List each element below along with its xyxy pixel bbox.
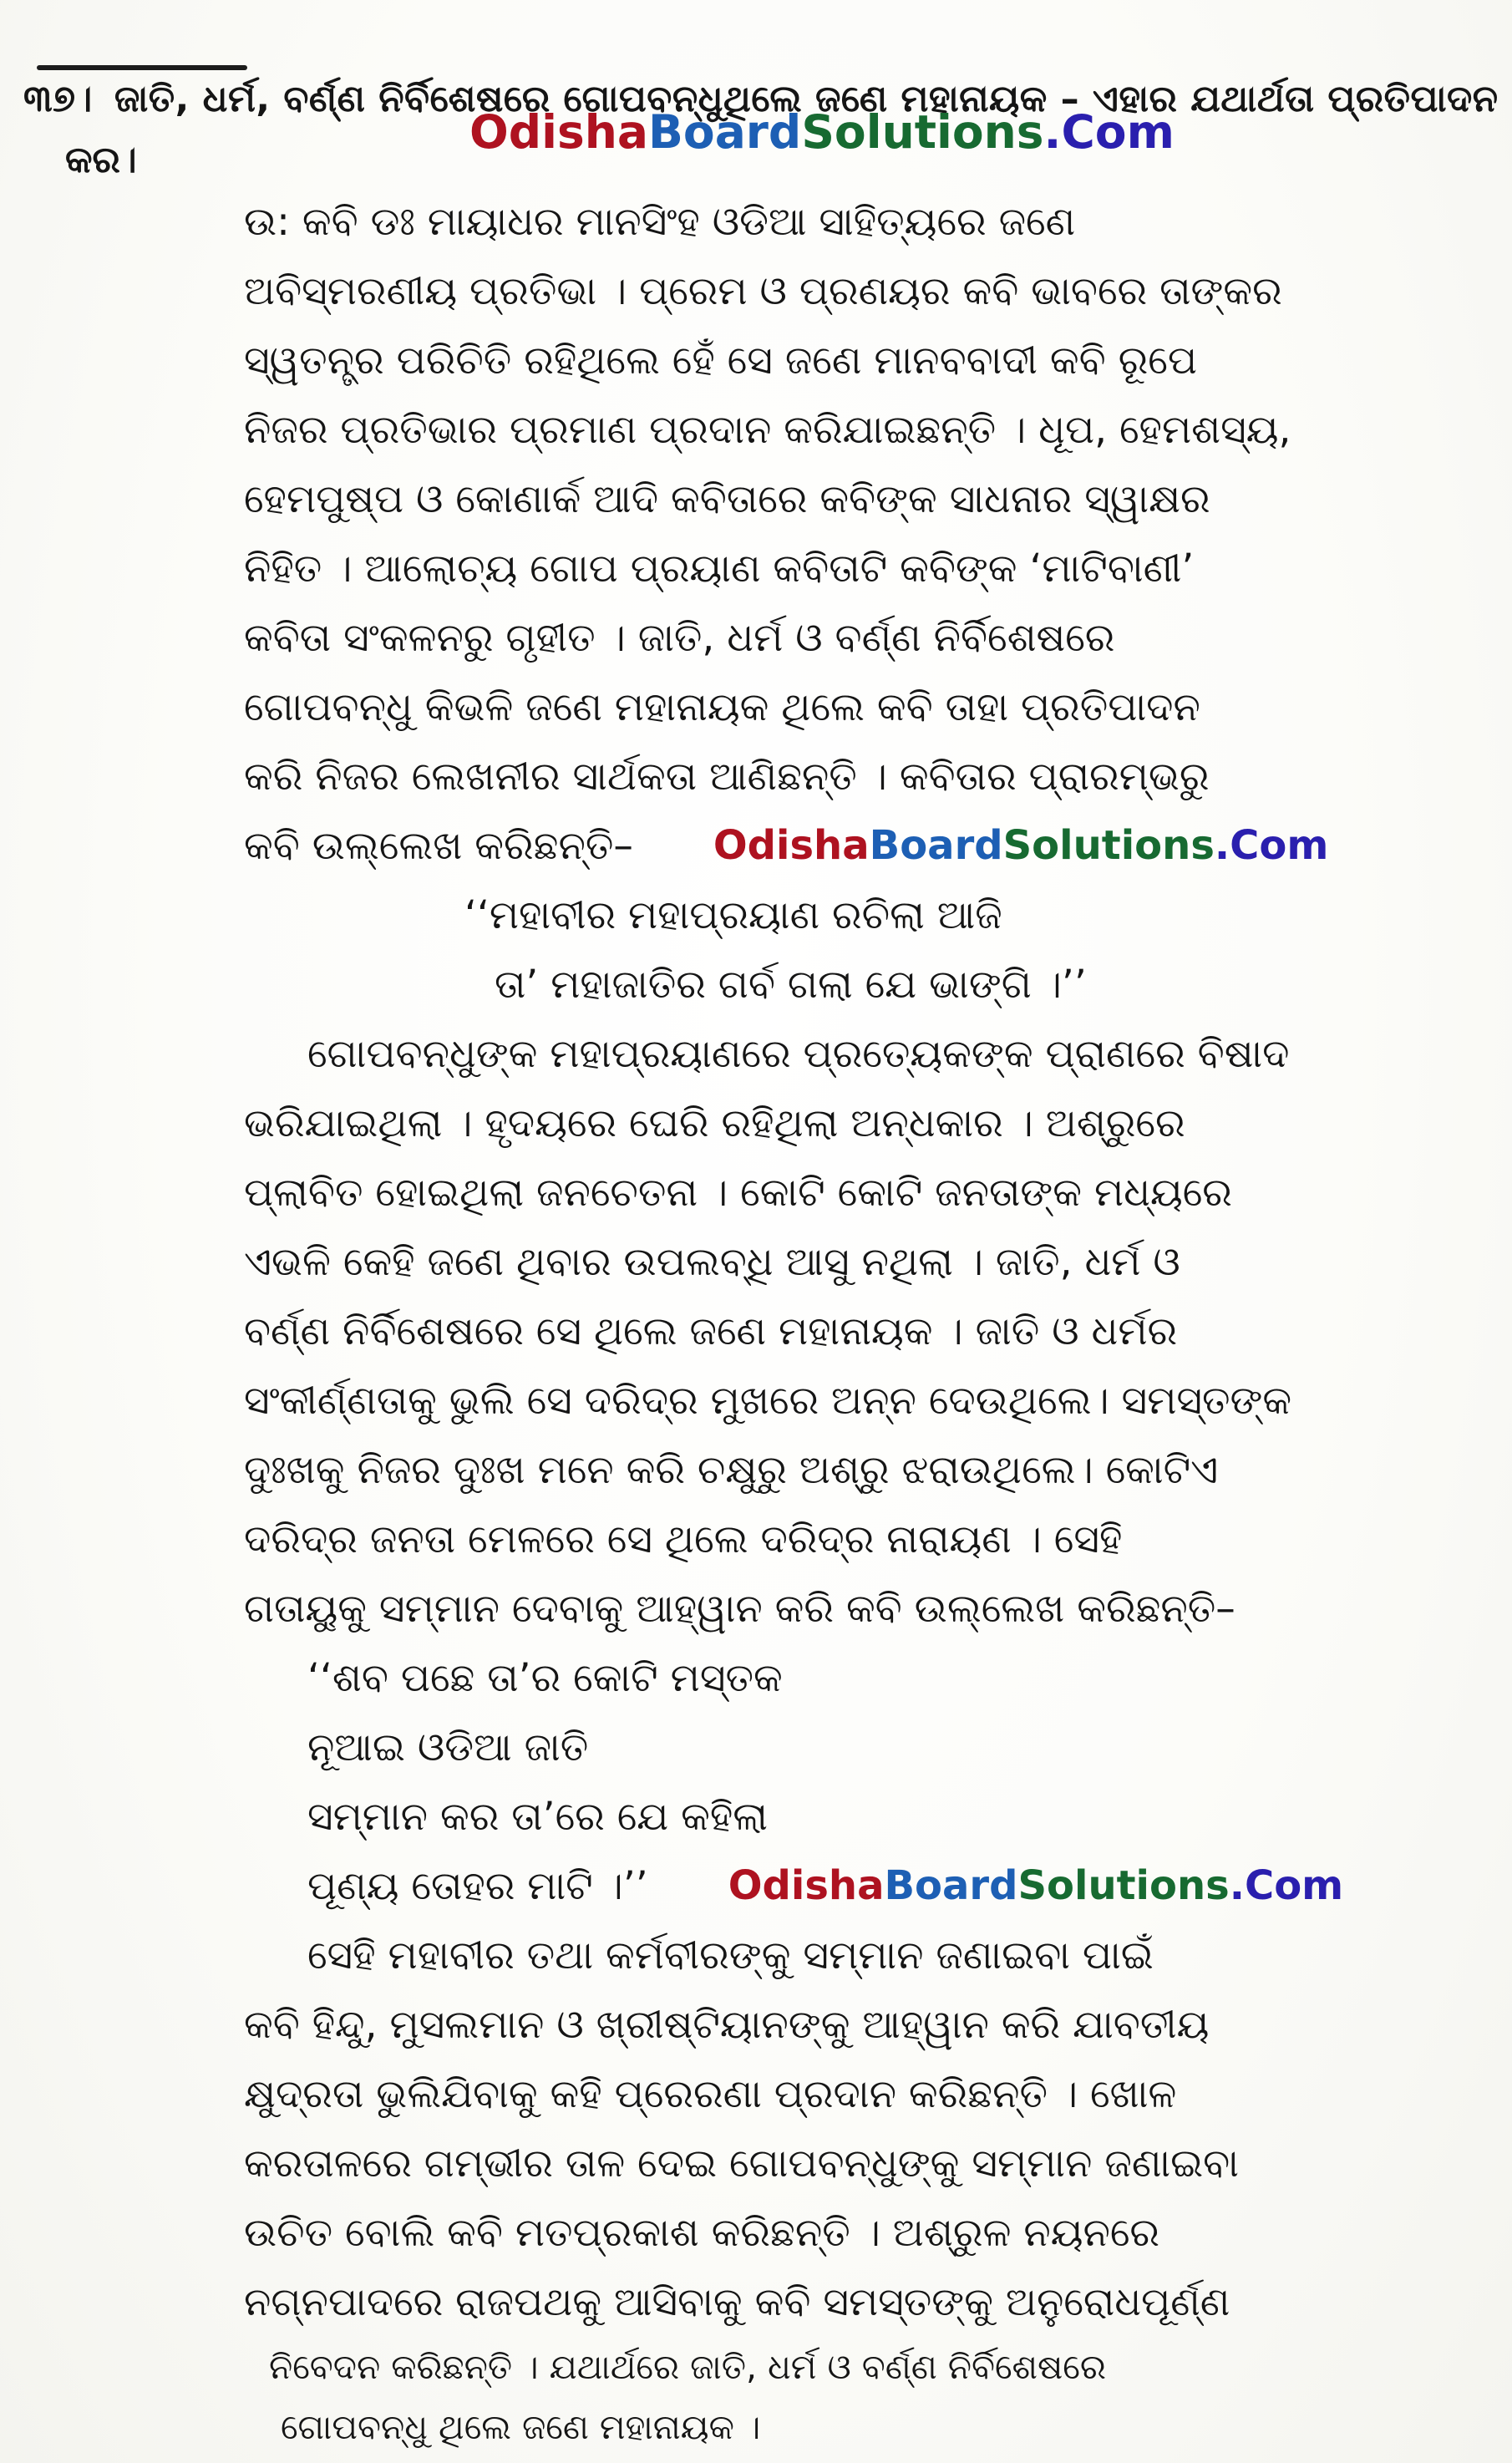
text-line: ହେମପୁଷ୍ପ ଓ କୋଣାର୍କ ଆଦି କବିତାରେ କବିଙ୍କ ସାଧନାର ସ୍ୱାକ୍ଷର — [244, 476, 1210, 522]
watermark-solutions: Solutions — [801, 105, 1044, 159]
text-line: କବିତା ସଂକଳନରୁ ଗୃହୀତ । ଜାତି, ଧର୍ମ ଓ ବର୍ଣ୍ଣ ନିର୍ବିଶେଷରେ — [244, 615, 1115, 661]
text-line: ବର୍ଣ୍ଣ ନିର୍ବିଶେଷରେ ସେ ଥିଲେ ଜଣେ ମହାନାୟକ । ଜାତି ଓ ଧର୍ମର — [244, 1308, 1178, 1354]
text-line: ସମ୍ମାନ କର ତା’ରେ ଯେ କହିଲା — [307, 1794, 769, 1840]
text-line: ନଗ୍ନପାଦରେ ରାଜପଥକୁ ଆସିବାକୁ କବି ସମସ୍ତଙ୍କୁ ଅନୁରୋଧପୂର୍ଣ୍ଣ — [244, 2279, 1230, 2325]
text-line: ନିବେଦନ କରିଛନ୍ତି । ଯଥାର୍ଥରେ ଜାତି, ଧର୍ମ ଓ ବର୍ଣ୍ଣ ନିର୍ବିଶେଷରେ — [269, 2347, 1106, 2387]
text-line: କବି ଉଲ୍ଲେଖ କରିଛନ୍ତି– — [244, 823, 633, 869]
watermark-brand — [469, 105, 1175, 159]
text-line: ନିହିତ । ଆଲୋଚ୍ୟ ଗୋପ ପ୍ରୟାଣ କବିତାଟି କବିଙ୍କ ‘ମାଟିବାଣୀ’ — [244, 546, 1195, 592]
watermark-board: Board — [647, 105, 802, 159]
answer-body — [0, 187, 1512, 2457]
watermark-brand — [728, 1862, 1343, 1909]
verse-quote-2-last-row — [0, 1851, 1512, 1921]
text-line: ଦୁଃଖକୁ ନିଜର ଦୁଃଖ ମନେ କରି ଚକ୍ଷୁରୁ ଅଶ୍ରୁ ଝରାଉଥିଲେ। କୋଟିଏ — [244, 1447, 1219, 1493]
watermark-com: .Com — [1229, 1862, 1344, 1909]
watermark-solutions: Solutions — [1002, 822, 1215, 869]
paragraph-3 — [0, 1921, 1512, 2337]
text-line: ଗୋପବନ୍ଧୁ ଥିଲେ ଜଣେ ମହାନାୟକ । — [281, 2407, 761, 2447]
text-line: କବି ହିନ୍ଦୁ, ମୁସଲମାନ ଓ ଖ୍ରୀଷ୍ଟିୟାନଙ୍କୁ ଆହ୍ୱାନ କରି ଯାବତୀୟ — [244, 2002, 1210, 2048]
watermark-odisha: Odisha — [728, 1862, 885, 1909]
text-line: ପୂଣ୍ୟ ତୋହର ମାଟି ।’’ — [307, 1863, 648, 1909]
text-line: ନିଜର ପ୍ରତିଭାର ପ୍ରମାଣ ପ୍ରଦାନ କରିଯାଇଛନ୍ତି । ଧୂପ, ହେମଶସ୍ୟ, — [244, 407, 1291, 453]
paragraph-1-last-row — [0, 811, 1512, 881]
text-line: ଗତାୟୁକୁ ସମ୍ମାନ ଦେବାକୁ ଆହ୍ୱାନ କରି କବି ଉଲ୍ଲେଖ କରିଛନ୍ତି– — [244, 1586, 1235, 1632]
watermark-odisha: Odisha — [469, 105, 648, 159]
text-line: ଗୋପବନ୍ଧୁଙ୍କ ମହାପ୍ରୟାଣରେ ପ୍ରତ୍ୟେକଙ୍କ ପ୍ରାଣରେ ବିଷାଦ — [307, 1031, 1290, 1077]
text-line: ଭରିଯାଇଥିଲା । ହୃଦୟରେ ଘେରି ରହିଥିଲା ଅନ୍ଧକାର । ଅଶ୍ରୁରେ — [244, 1100, 1185, 1146]
watermark-board: Board — [869, 822, 1003, 869]
question-title-continuation: କର। — [65, 139, 137, 181]
text-line: ଉଚିତ ବୋଲି କବି ମତପ୍ରକାଶ କରିଛନ୍ତି । ଅଶ୍ରୁଳ ନୟନରେ — [244, 2210, 1160, 2256]
text-line: ଏଭଳି କେହି ଜଣେ ଥିବାର ଉପଲବ୍ଧି ଆସୁ ନଥିଲା । ଜାତି, ଧର୍ମ ଓ — [244, 1239, 1180, 1285]
text-line: କରି ନିଜର ଲେଖନୀର ସାର୍ଥକତା ଆଣିଛନ୍ତି । କବିତାର ପ୍ରାରମ୍ଭରୁ — [244, 754, 1210, 800]
text-line: କ୍ଷୁଦ୍ରତା ଭୁଲିଯିବାକୁ କହି ପ୍ରେରଣା ପ୍ରଦାନ କରିଛନ୍ତି । ଖୋଳ — [244, 2071, 1177, 2117]
text-line: ସଂକୀର୍ଣ୍ଣତାକୁ ଭୁଲି ସେ ଦରିଦ୍ର ମୁଖରେ ଅନ୍ନ ଦେଉଥିଲେ। ସମସ୍ତଙ୍କ — [244, 1378, 1292, 1424]
watermark-odisha: Odisha — [713, 822, 870, 869]
watermark-solutions: Solutions — [1017, 1862, 1230, 1909]
text-line: ‘‘ମହାବୀର ମହାପ୍ରୟାଣ ରଚିଲା ଆଜି — [464, 892, 1002, 938]
watermark-board: Board — [884, 1862, 1018, 1909]
text-line: ସ୍ୱତନ୍ତ୍ର ପରିଚିତି ରହିଥିଲେ ହେଁ ସେ ଜଣେ ମାନବବାଦୀ କବି ରୂପେ — [244, 338, 1197, 383]
top-rule-divider — [37, 65, 247, 70]
text-line: ସେହି ମହାବୀର ତଥା କର୍ମବୀରଙ୍କୁ ସମ୍ମାନ ଜଣାଇବା ପାଇଁ — [307, 1932, 1154, 1978]
text-line: ଗୋପବନ୍ଧୁ କିଭଳି ଜଣେ ମହାନାୟକ ଥିଲେ କବି ତାହା ପ୍ରତିପାଦନ — [244, 684, 1200, 730]
text-line: ଉ: କବି ଡଃ ମାୟାଧର ମାନସିଂହ ଓଡିଆ ସାହିତ୍ୟରେ ଜଣେ — [244, 199, 1076, 245]
watermark-com: .Com — [1043, 105, 1175, 159]
closing-lines — [0, 2337, 1512, 2457]
paragraph-1 — [0, 187, 1512, 811]
question-title: ଜାତି, ଧର୍ମ, ବର୍ଣ୍ଣ ନିର୍ବିଶେଷରେ ଗୋପବନ୍ଧୁଥିଲେ ଜଣେ ମହାନାୟକ – ଏହାର ଯଥାର୍ଥତା ପ୍ରତିପାଦନ — [114, 78, 1499, 120]
text-line: ପ୍ଲାବିତ ହୋଇଥିଲା ଜନଚେତନା । କୋଟି କୋଟି ଜନତାଙ୍କ ମଧ୍ୟରେ — [244, 1170, 1232, 1216]
text-line: ଅବିସ୍ମରଣୀୟ ପ୍ରତିଭା । ପ୍ରେମ ଓ ପ୍ରଣୟର କବି ଭାବରେ ତାଙ୍କର — [244, 268, 1282, 314]
watermark-com: .Com — [1214, 822, 1329, 869]
watermark-brand — [713, 822, 1328, 869]
verse-quote-1 — [0, 881, 1512, 1019]
text-line: କରତାଳରେ ଗମ୍ଭୀର ତାଳ ଦେଇ ଗୋପବନ୍ଧୁଙ୍କୁ ସମ୍ମାନ ଜଣାଇବା — [244, 2141, 1239, 2186]
text-line: ଦରିଦ୍ର ଜନତା ମେଳରେ ସେ ଥିଲେ ଦରିଦ୍ର ନାରାୟଣ । ସେହି — [244, 1516, 1123, 1562]
text-line: ‘‘ଶବ ପଛେ ତା’ର କୋଟି ମସ୍ତକ — [307, 1655, 783, 1701]
paragraph-2 — [0, 1019, 1512, 1643]
text-line: ନୂଆଇ ଓଡିଆ ଜାତି — [307, 1724, 589, 1770]
text-line: ତା’ ମହାଜାତିର ଗର୍ବ ଗଲା ଯେ ଭାଙ୍ଗି ।’’ — [495, 962, 1087, 1008]
question-number: ୩୭। — [23, 78, 93, 120]
verse-quote-2 — [0, 1643, 1512, 1851]
